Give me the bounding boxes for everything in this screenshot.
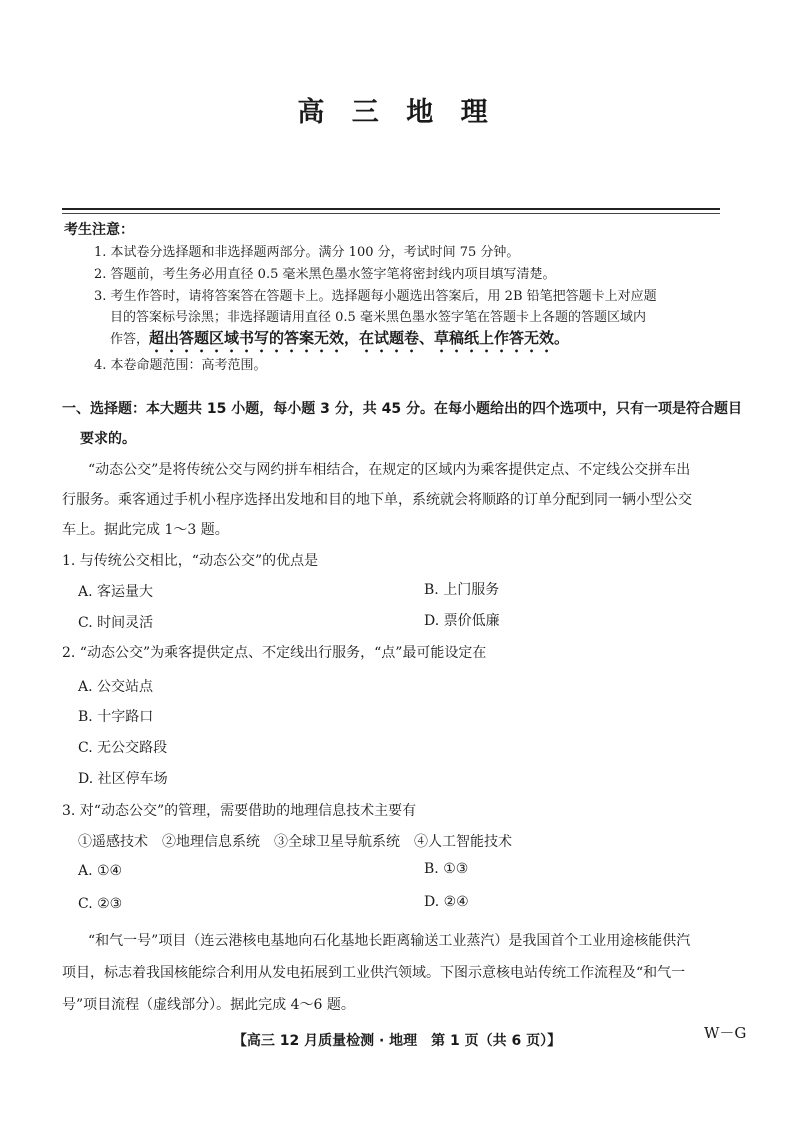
section-heading-line-1: 一、选择题：本大题共 15 小题，每小题 3 分，共 45 分。在每小题给出的四个选项中，只有一项是符合题目 <box>62 401 742 417</box>
header-rule-thick <box>62 208 720 210</box>
question-2-option-c: C. 无公交路段 <box>78 740 168 756</box>
passage-1-line-1: “动态公交”是将传统公交与网约拼车相结合，在规定的区域内为乘客提供定点、不定线公交拼车出 <box>88 462 691 478</box>
notice-item-3-line-2: 目的答案标号涂黑；非选择题请用直径 0.5 毫米黑色墨水签字笔在答题卡上各题的答题区域内 <box>110 310 646 325</box>
question-3-stem: 3. 对“动态公交”的管理，需要借助的地理信息技术主要有 <box>62 803 417 819</box>
notice-item-1: 1. 本试卷分选择题和非选择题两部分。满分 100 分，考试时间 75 分钟。 <box>94 245 520 260</box>
passage-2-line-1: “和气一号”项目（连云港核电基地向石化基地长距离输送工业蒸汽）是我国首个工业用途核能供汽 <box>88 933 691 949</box>
header-rule-thin <box>62 213 720 214</box>
question-1-option-c: C. 时间灵活 <box>78 615 154 631</box>
question-2-option-b: B. 十字路口 <box>78 709 154 725</box>
question-3-statements: ①遥感技术 ②地理信息系统 ③全球卫星导航系统 ④人工智能技术 <box>78 834 512 850</box>
question-3-option-a: A. ①④ <box>78 863 123 879</box>
question-3-option-c: C. ②③ <box>78 896 123 912</box>
question-1-option-d: D. 票价低廉 <box>424 613 500 629</box>
notice-item-2: 2. 答题前，考生务必用直径 0.5 毫米黑色墨水签字笔将密封线内项目填写清楚。 <box>94 267 556 282</box>
notice-item-3-prefix: 作答， <box>110 332 150 347</box>
corner-code: W－G <box>704 1024 747 1042</box>
passage-1-line-2: 行服务。乘客通过手机小程序选择出发地和目的地下单，系统就会将顺路的订单分配到同一辆小型公交 <box>62 492 692 508</box>
question-2-option-d: D. 社区停车场 <box>78 771 168 787</box>
page-title: 高 三 地 理 <box>297 97 497 128</box>
notice-item-4: 4. 本卷命题范围：高考范围。 <box>94 358 267 373</box>
passage-2-line-3: 号”项目流程（虚线部分）。据此完成 4～6 题。 <box>62 997 355 1013</box>
question-2-stem: 2. “动态公交”为乘客提供定点、不定线出行服务，“点”最可能设定在 <box>62 645 487 661</box>
question-3-option-d: D. ②④ <box>424 894 469 910</box>
question-1-stem: 1. 与传统公交相比，“动态公交”的优点是 <box>62 553 319 569</box>
question-1-option-a: A. 客运量大 <box>78 584 154 600</box>
notice-heading: 考生注意： <box>64 222 134 238</box>
notice-warning-emphasis: 超出答题区域书写的答案无效，在试题卷、草稿纸上作答无效。 <box>149 329 570 347</box>
page-footer: 【高三 12 月质量检测 · 地理 第 1 页（共 6 页）】 <box>232 1033 562 1049</box>
question-3-option-b: B. ①③ <box>424 861 469 877</box>
passage-2-line-2: 项目，标志着我国核能综合利用从发电拓展到工业供汽领域。下图示意核电站传统工作流程及“和气一 <box>62 965 686 981</box>
question-2-option-a: A. 公交站点 <box>78 679 154 695</box>
question-1-option-b: B. 上门服务 <box>424 582 500 598</box>
passage-1-line-3: 车上。据此完成 1～3 题。 <box>62 522 229 538</box>
section-heading-line-2: 要求的。 <box>80 431 136 447</box>
notice-item-3-line-3 <box>110 327 569 356</box>
notice-item-3-line-1: 3. 考生作答时，请将答案答在答题卡上。选择题每小题选出答案后，用 2B 铅笔把答题卡上对应题 <box>94 289 657 304</box>
